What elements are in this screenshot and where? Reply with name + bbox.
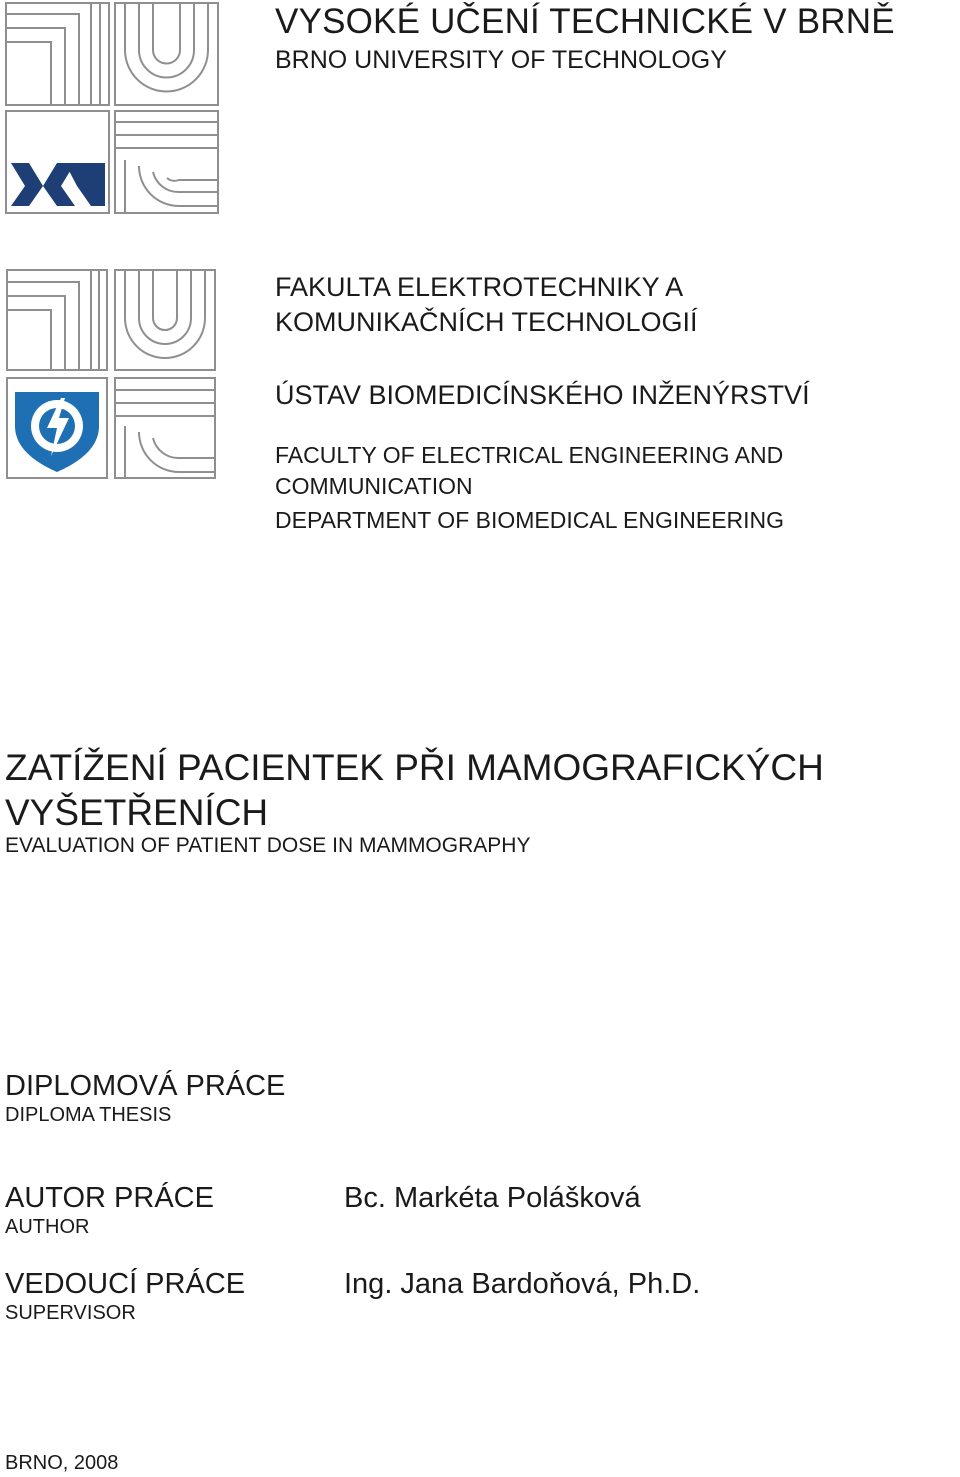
university-name-cz: VYSOKÉ UČENÍ TECHNICKÉ V BRNĚ [275, 2, 895, 41]
university-logo-icon [3, 0, 221, 218]
university-name-en: BRNO UNIVERSITY OF TECHNOLOGY [275, 46, 727, 74]
faculty-logo-icon [5, 268, 219, 482]
faculty-name-cz: FAKULTA ELEKTROTECHNIKY A KOMUNIKAČNÍCH TECHNOLOGIÍ [275, 272, 698, 337]
thesis-type-cz: DIPLOMOVÁ PRÁCE [5, 1070, 286, 1102]
supervisor-label-en: SUPERVISOR [5, 1302, 136, 1324]
author-label-en: AUTHOR [5, 1216, 90, 1238]
department-name-en: DEPARTMENT OF BIOMEDICAL ENGINEERING [275, 507, 785, 533]
thesis-title-en: EVALUATION OF PATIENT DOSE IN MAMMOGRAPHY [5, 834, 531, 857]
author-label-cz: AUTOR PRÁCE [5, 1182, 214, 1214]
author-name: Bc. Markéta Polášková [344, 1182, 641, 1214]
thesis-type-en: DIPLOMA THESIS [5, 1104, 172, 1126]
supervisor-name: Ing. Jana Bardoňová, Ph.D. [344, 1268, 701, 1300]
faculty-name-en: FACULTY OF ELECTRICAL ENGINEERING AND COMMUNICATION [275, 442, 784, 499]
supervisor-label-cz: VEDOUCÍ PRÁCE [5, 1268, 246, 1300]
city-year: BRNO, 2008 [5, 1452, 119, 1474]
thesis-title-cz: ZATÍŽENÍ PACIENTEK PŘI MAMOGRAFICKÝCH VYŠETŘENÍCH [5, 747, 824, 833]
department-name-cz: ÚSTAV BIOMEDICÍNSKÉHO INŽENÝRSTVÍ [275, 380, 810, 410]
